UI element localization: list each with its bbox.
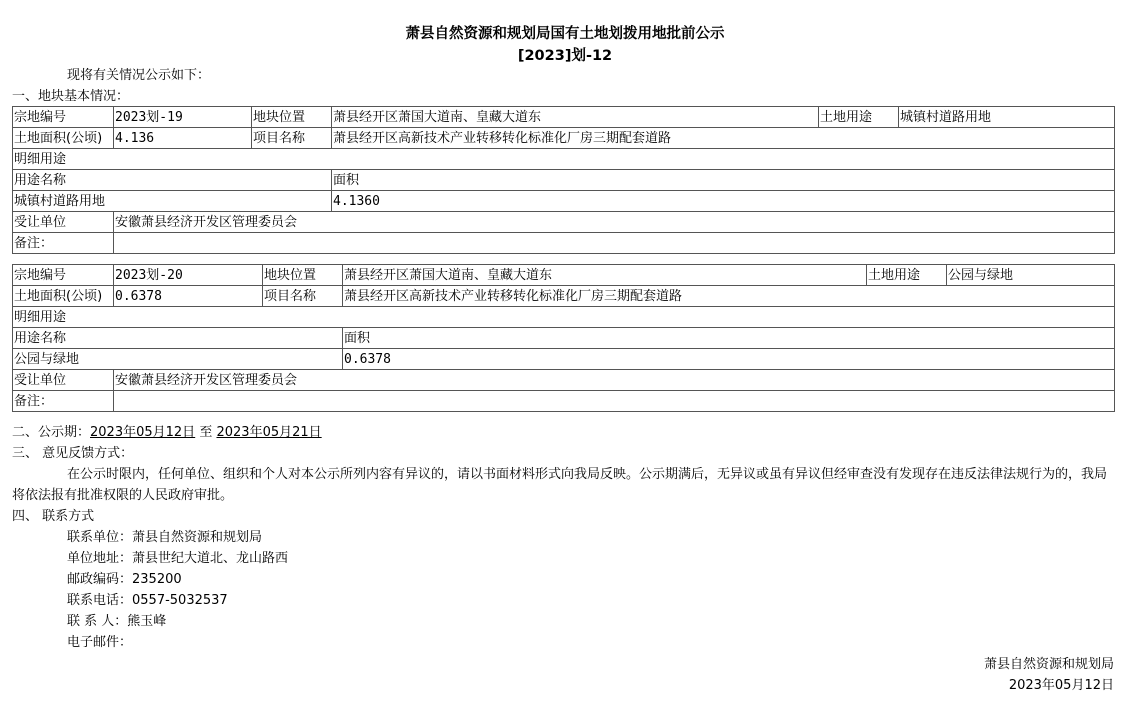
label-cell: 土地用途 [867, 265, 947, 286]
label-cell: 备注： [13, 233, 114, 254]
table-row [13, 170, 1115, 191]
parcel-no-value: 2023划-20 [114, 265, 263, 286]
section2-line [12, 423, 322, 442]
table-row [13, 328, 1115, 349]
detail-name-value: 公园与绿地 [13, 349, 343, 370]
area-header: 面积 [343, 328, 1115, 349]
land-use-value: 公园与绿地 [947, 265, 1115, 286]
document-title: 萧县自然资源和规划局国有土地划拨用地批前公示 [405, 26, 725, 42]
project-value: 萧县经开区高新技术产业转移转化标准化厂房三期配套道路 [332, 128, 1115, 149]
feedback-text: 在公示时限内，任何单位、组织和个人对本公示所列内容有异议的，请以书面材料形式向我局反映。公示期满后，无异议或虽有异议但经审查没有发现存在违反法律法规行为的，我局将依法报有批准权限的人民政府审批。 [12, 467, 1108, 503]
detail-area-value: 0.6378 [343, 349, 1115, 370]
contact-person: 联 系 人：熊玉峰 [67, 614, 167, 629]
section3-heading: 三、 意见反馈方式： [12, 446, 134, 461]
contact-postcode: 邮政编码：235200 [67, 572, 182, 587]
table-row [13, 265, 1115, 286]
use-name-header: 用途名称 [13, 170, 332, 191]
remark-value [114, 233, 1115, 254]
table-row [13, 107, 1115, 128]
label-cell: 备注： [13, 391, 114, 412]
area-value: 4.136 [114, 128, 252, 149]
label-cell: 受让单位 [13, 212, 114, 233]
section1-heading: 一、地块基本情况： [12, 89, 130, 104]
parcel-no-value: 2023划-19 [114, 107, 252, 128]
label-cell: 土地用途 [819, 107, 899, 128]
table-row [13, 233, 1115, 254]
contact-email: 电子邮件： [67, 635, 133, 650]
section4-heading: 四、 联系方式 [12, 509, 95, 524]
intro-text: 现将有关情况公示如下： [67, 68, 211, 83]
detail-use-heading: 明细用途 [13, 307, 1115, 328]
table-row [13, 349, 1115, 370]
footer-org: 萧县自然资源和规划局 [983, 657, 1114, 672]
date-separator: 至 [199, 425, 213, 440]
contact-phone: 联系电话：0557-5032537 [67, 593, 228, 608]
label-cell: 地块位置 [263, 265, 343, 286]
parcel-table-2 [12, 264, 1115, 412]
label-cell: 土地面积(公顷) [13, 286, 114, 307]
detail-name-value: 城镇村道路用地 [13, 191, 332, 212]
contact-address: 单位地址：萧县世纪大道北、龙山路西 [67, 551, 289, 566]
land-use-value: 城镇村道路用地 [899, 107, 1115, 128]
start-date: 2023年05月12日 [90, 425, 196, 440]
remark-value [114, 391, 1115, 412]
label-cell: 宗地编号 [13, 265, 114, 286]
transferee-value: 安徽萧县经济开发区管理委员会 [114, 370, 1115, 391]
table-row [13, 191, 1115, 212]
table-row [13, 307, 1115, 328]
document-subtitle: [2023]划-12 [517, 48, 613, 64]
area-header: 面积 [332, 170, 1115, 191]
parcel-table-1 [12, 106, 1115, 254]
table-row [13, 391, 1115, 412]
section2-heading: 二、公示期： [12, 425, 91, 440]
detail-use-heading: 明细用途 [13, 149, 1115, 170]
location-value: 萧县经开区萧国大道南、皇藏大道东 [332, 107, 819, 128]
label-cell: 项目名称 [263, 286, 343, 307]
section3-paragraph [12, 464, 1112, 506]
end-date: 2023年05月21日 [216, 425, 322, 440]
table-row [13, 149, 1115, 170]
footer-date: 2023年05月12日 [1008, 678, 1114, 693]
label-cell: 受让单位 [13, 370, 114, 391]
project-value: 萧县经开区高新技术产业转移转化标准化厂房三期配套道路 [343, 286, 1115, 307]
area-value: 0.6378 [114, 286, 263, 307]
table-row [13, 370, 1115, 391]
label-cell: 宗地编号 [13, 107, 114, 128]
location-value: 萧县经开区萧国大道南、皇藏大道东 [343, 265, 867, 286]
table-row [13, 128, 1115, 149]
contact-unit: 联系单位：萧县自然资源和规划局 [67, 530, 263, 545]
use-name-header: 用途名称 [13, 328, 343, 349]
table-row [13, 212, 1115, 233]
label-cell: 土地面积(公顷) [13, 128, 114, 149]
label-cell: 地块位置 [252, 107, 332, 128]
detail-area-value: 4.1360 [332, 191, 1115, 212]
table-row [13, 286, 1115, 307]
label-cell: 项目名称 [252, 128, 332, 149]
transferee-value: 安徽萧县经济开发区管理委员会 [114, 212, 1115, 233]
